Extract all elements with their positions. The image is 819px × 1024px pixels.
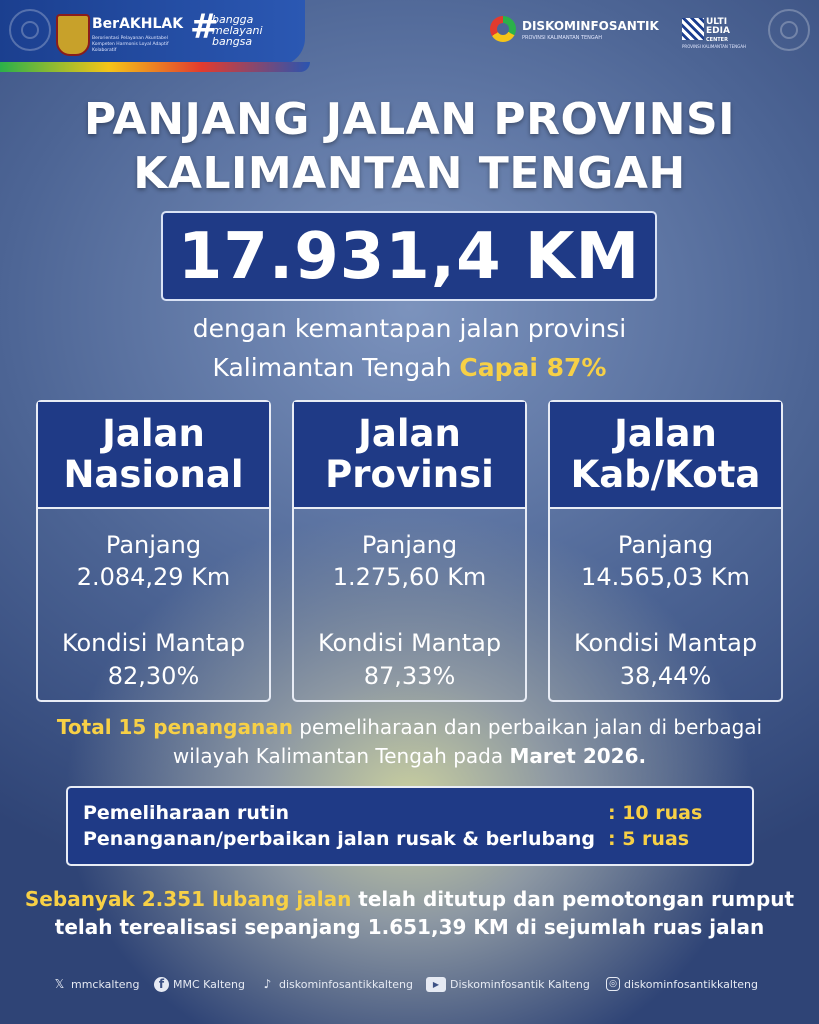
card-header <box>38 402 269 509</box>
social-handle: diskominfosantikkalteng <box>624 977 759 991</box>
page-title: KALIMANTAN TENGAH <box>133 148 686 199</box>
diskominfosantik-logo-icon <box>490 16 516 42</box>
social-instagram[interactable] <box>606 977 758 991</box>
mmc-text-line: EDIA <box>706 26 730 36</box>
social-handle: Diskominfosantik Kalteng <box>450 978 590 991</box>
x-icon: 𝕏 <box>54 977 65 991</box>
instagram-icon: ◎ <box>606 977 620 991</box>
tagline-line: bangga <box>212 13 254 26</box>
card-title: Provinsi <box>325 453 494 496</box>
mmc-subtitle: PROVINSI KALIMANTAN TENGAH <box>682 44 746 49</box>
ornament-icon <box>0 0 60 60</box>
penanganan-info <box>0 742 819 770</box>
ruas-label: Pemeliharaan rutin <box>83 802 290 824</box>
closing-line: telah terealisasi sepanjang 1.651,39 KM di sejumlah ruas jalan <box>54 915 765 939</box>
kondisi-value: 38,44% <box>619 662 712 690</box>
ruas-value: : 5 ruas <box>608 828 690 850</box>
kondisi-label: Kondisi Mantap <box>317 629 502 657</box>
closing-text: telah ditutup dan pemotongan rumput <box>351 887 795 911</box>
page-title: PANJANG JALAN PROVINSI <box>83 94 736 145</box>
panjang-label: Panjang <box>105 531 202 559</box>
panjang-value: 1.275,60 Km <box>332 563 487 591</box>
social-facebook[interactable] <box>154 977 245 992</box>
card-title: Jalan <box>102 412 205 455</box>
total-length-box <box>161 211 657 301</box>
penanganan-text: wilayah Kalimantan Tengah pada <box>172 744 510 768</box>
kondisi-value: 87,33% <box>363 662 456 690</box>
hash-glyph: # <box>190 7 219 47</box>
total-length-value: 17.931,4 KM <box>177 220 641 294</box>
social-handle: mmckalteng <box>71 978 140 991</box>
ruas-summary-box <box>66 786 754 866</box>
social-tiktok[interactable] <box>260 977 413 992</box>
mmc-logo-text <box>706 18 730 45</box>
kondisi-label: Kondisi Mantap <box>573 629 758 657</box>
youtube-icon: ▶ <box>426 977 446 992</box>
berakhlak-subtitle: Berorientasi Pelayanan Akuntabel Kompeten Harmonis Loyal Adaptif Kolaboratif <box>92 36 169 53</box>
mmc-text-line: CENTER <box>706 37 728 43</box>
card-title: Jalan <box>358 412 461 455</box>
diskominfosantik-subtitle: PROVINSI KALIMANTAN TENGAH <box>522 35 602 41</box>
kondisi-label: Kondisi Mantap <box>61 629 246 657</box>
banner-stripe <box>0 62 310 72</box>
panjang-value: 2.084,29 Km <box>76 563 231 591</box>
kemantapan-line: dengan kemantapan jalan provinsi <box>192 314 627 343</box>
mmc-logo-icon <box>682 18 704 40</box>
closing-line <box>0 885 819 913</box>
facebook-icon: f <box>154 977 169 992</box>
multimedia-center-logo <box>682 18 752 54</box>
panjang-label: Panjang <box>617 531 714 559</box>
social-footer <box>52 977 767 997</box>
social-handle: MMC Kalteng <box>173 978 246 991</box>
panjang-label: Panjang <box>361 531 458 559</box>
card-jalan-provinsi <box>292 400 527 702</box>
social-handle: diskominfosantikkalteng <box>279 978 414 991</box>
kondisi-value: 82,30% <box>107 662 200 690</box>
card-jalan-kab-kota <box>548 400 783 702</box>
diskominfosantik-logo <box>490 16 670 46</box>
card-header <box>294 402 525 509</box>
kalteng-emblem-icon <box>56 14 90 56</box>
mmc-text-line: ULTI <box>706 17 728 27</box>
tagline-line: melayani <box>212 24 263 37</box>
kemantapan-line <box>0 352 819 384</box>
penanganan-date: Maret 2026. <box>509 744 647 768</box>
diskominfosantik-name: DISKOMINFOSANTIK <box>522 19 659 33</box>
kemantapan-text: Kalimantan Tengah <box>212 353 460 382</box>
berakhlak-logo: BerAKHLAK <box>92 16 184 32</box>
tiktok-icon: ♪ <box>263 977 272 991</box>
card-title: Jalan <box>614 412 717 455</box>
social-youtube[interactable] <box>426 977 590 992</box>
ornament-icon <box>759 0 819 60</box>
kemantapan-highlight: Capai 87% <box>459 353 607 382</box>
closing-highlight: Sebanyak 2.351 lubang jalan <box>24 887 352 911</box>
ruas-label: Penanganan/perbaikan jalan rusak & berlubang <box>83 828 596 850</box>
card-header <box>550 402 781 509</box>
bangga-melayani-bangsa-tagline <box>212 14 263 47</box>
penanganan-info <box>0 713 819 741</box>
card-title: Nasional <box>63 453 244 496</box>
social-x[interactable] <box>52 977 140 992</box>
penanganan-text: pemeliharaan dan perbaikan jalan di berbagai <box>292 715 763 739</box>
ruas-value: : 10 ruas <box>608 802 703 824</box>
penanganan-highlight: Total 15 penanganan <box>56 715 293 739</box>
tagline-line: bangsa <box>212 35 253 48</box>
panjang-value: 14.565,03 Km <box>581 563 750 591</box>
card-title: Kab/Kota <box>570 453 761 496</box>
card-jalan-nasional <box>36 400 271 702</box>
